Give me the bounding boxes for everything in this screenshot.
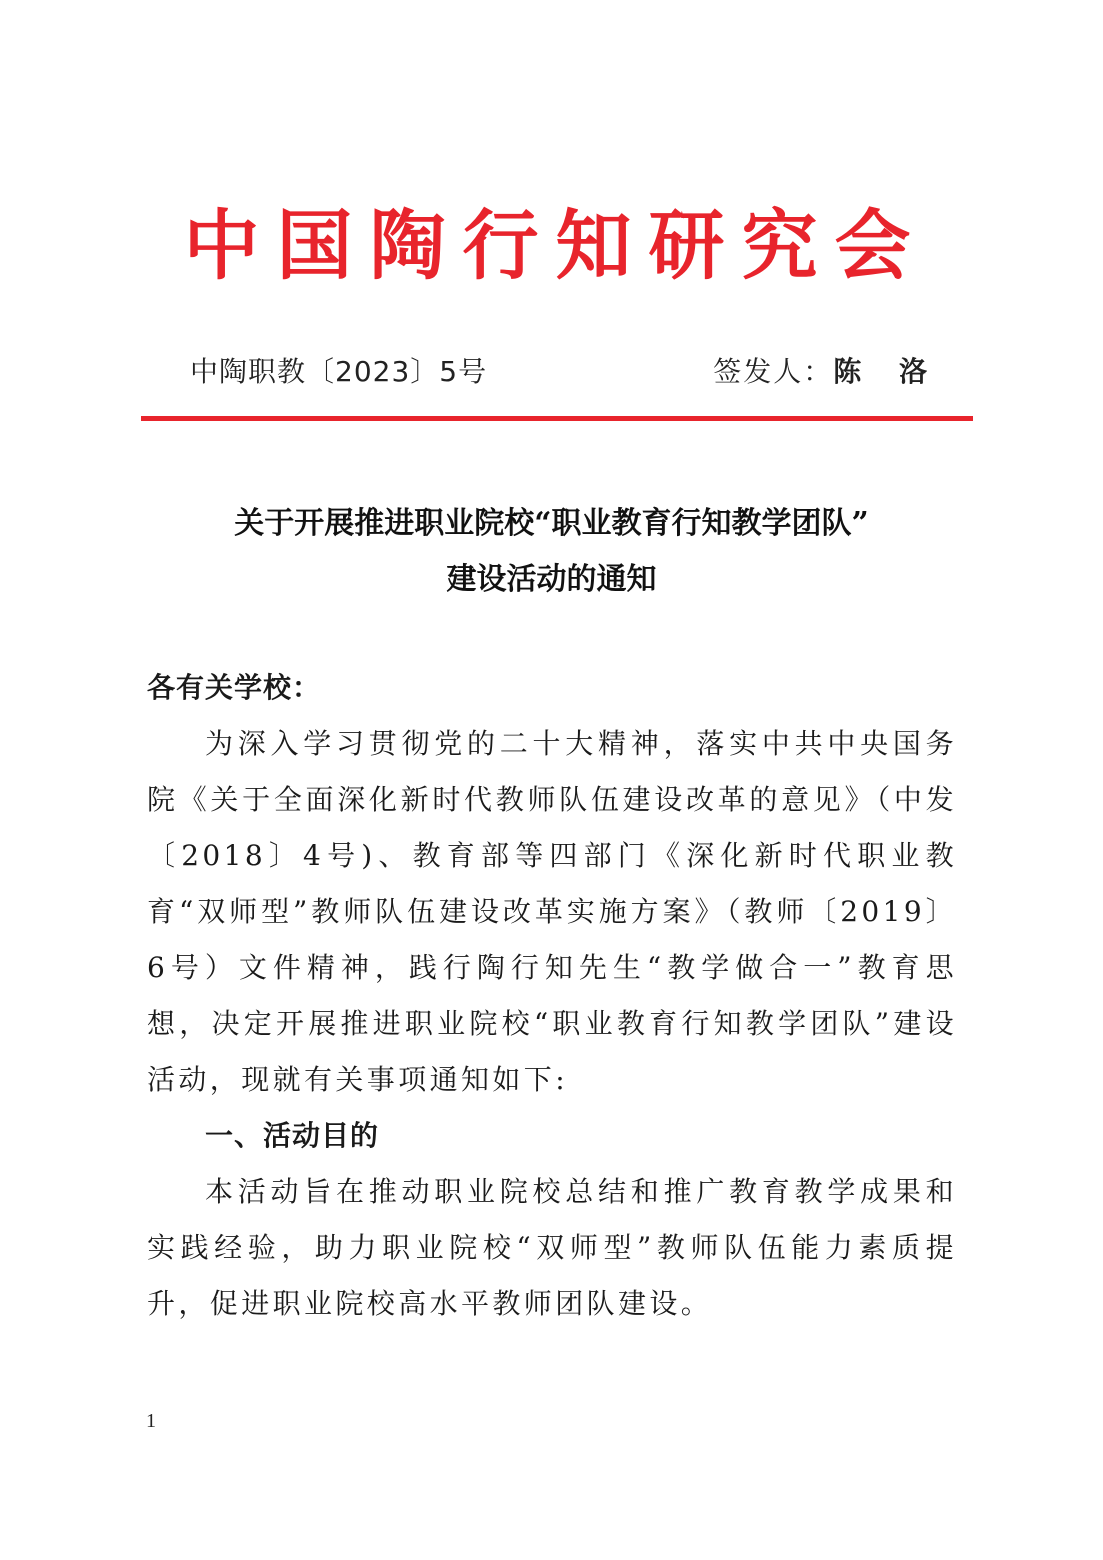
section-heading-purpose: 一、活动目的 — [205, 1119, 380, 1152]
signer — [713, 350, 941, 394]
signer-name: 陈 洛 — [833, 355, 941, 388]
paragraph-intro: 为深入学习贯彻党的二十大精神，落实中共中央国务院《关于全面深化新时代教师队伍建设改革的意见》（中发〔2018〕4号)、教育部等四部门《深化新时代职业教育“双师型”教师队伍建设改革实施方案》（教师〔2019〕6号）文件精神，践行陶行知先生“教学做合一”教育思想，决定开展推进职业院校“职业教育行知教学团队”建设活动，现就有关事项通知如下: — [147, 727, 957, 1096]
paragraph-purpose: 本活动旨在推动职业院校总结和推广教育教学成果和实践经验，助力职业院校“双师型”教师队伍能力素质提升，促进职业院校高水平教师团队建设。 — [147, 1175, 957, 1320]
salutation: 各有关学校： — [147, 671, 322, 704]
red-divider — [141, 416, 973, 421]
notice-title-line-2: 建设活动的通知 — [446, 562, 657, 597]
notice-title-line-1: 关于开展推进职业院校“职业教育行知教学团队” — [234, 506, 869, 541]
page-number: 1 — [146, 1410, 156, 1432]
document-number: 中陶职教〔2023〕5号 — [190, 355, 488, 388]
organization-title: 中国陶行知研究会 — [183, 201, 928, 290]
notice-body — [147, 660, 957, 1332]
signer-label: 签发人： — [713, 355, 834, 388]
notice-title — [0, 496, 1103, 608]
